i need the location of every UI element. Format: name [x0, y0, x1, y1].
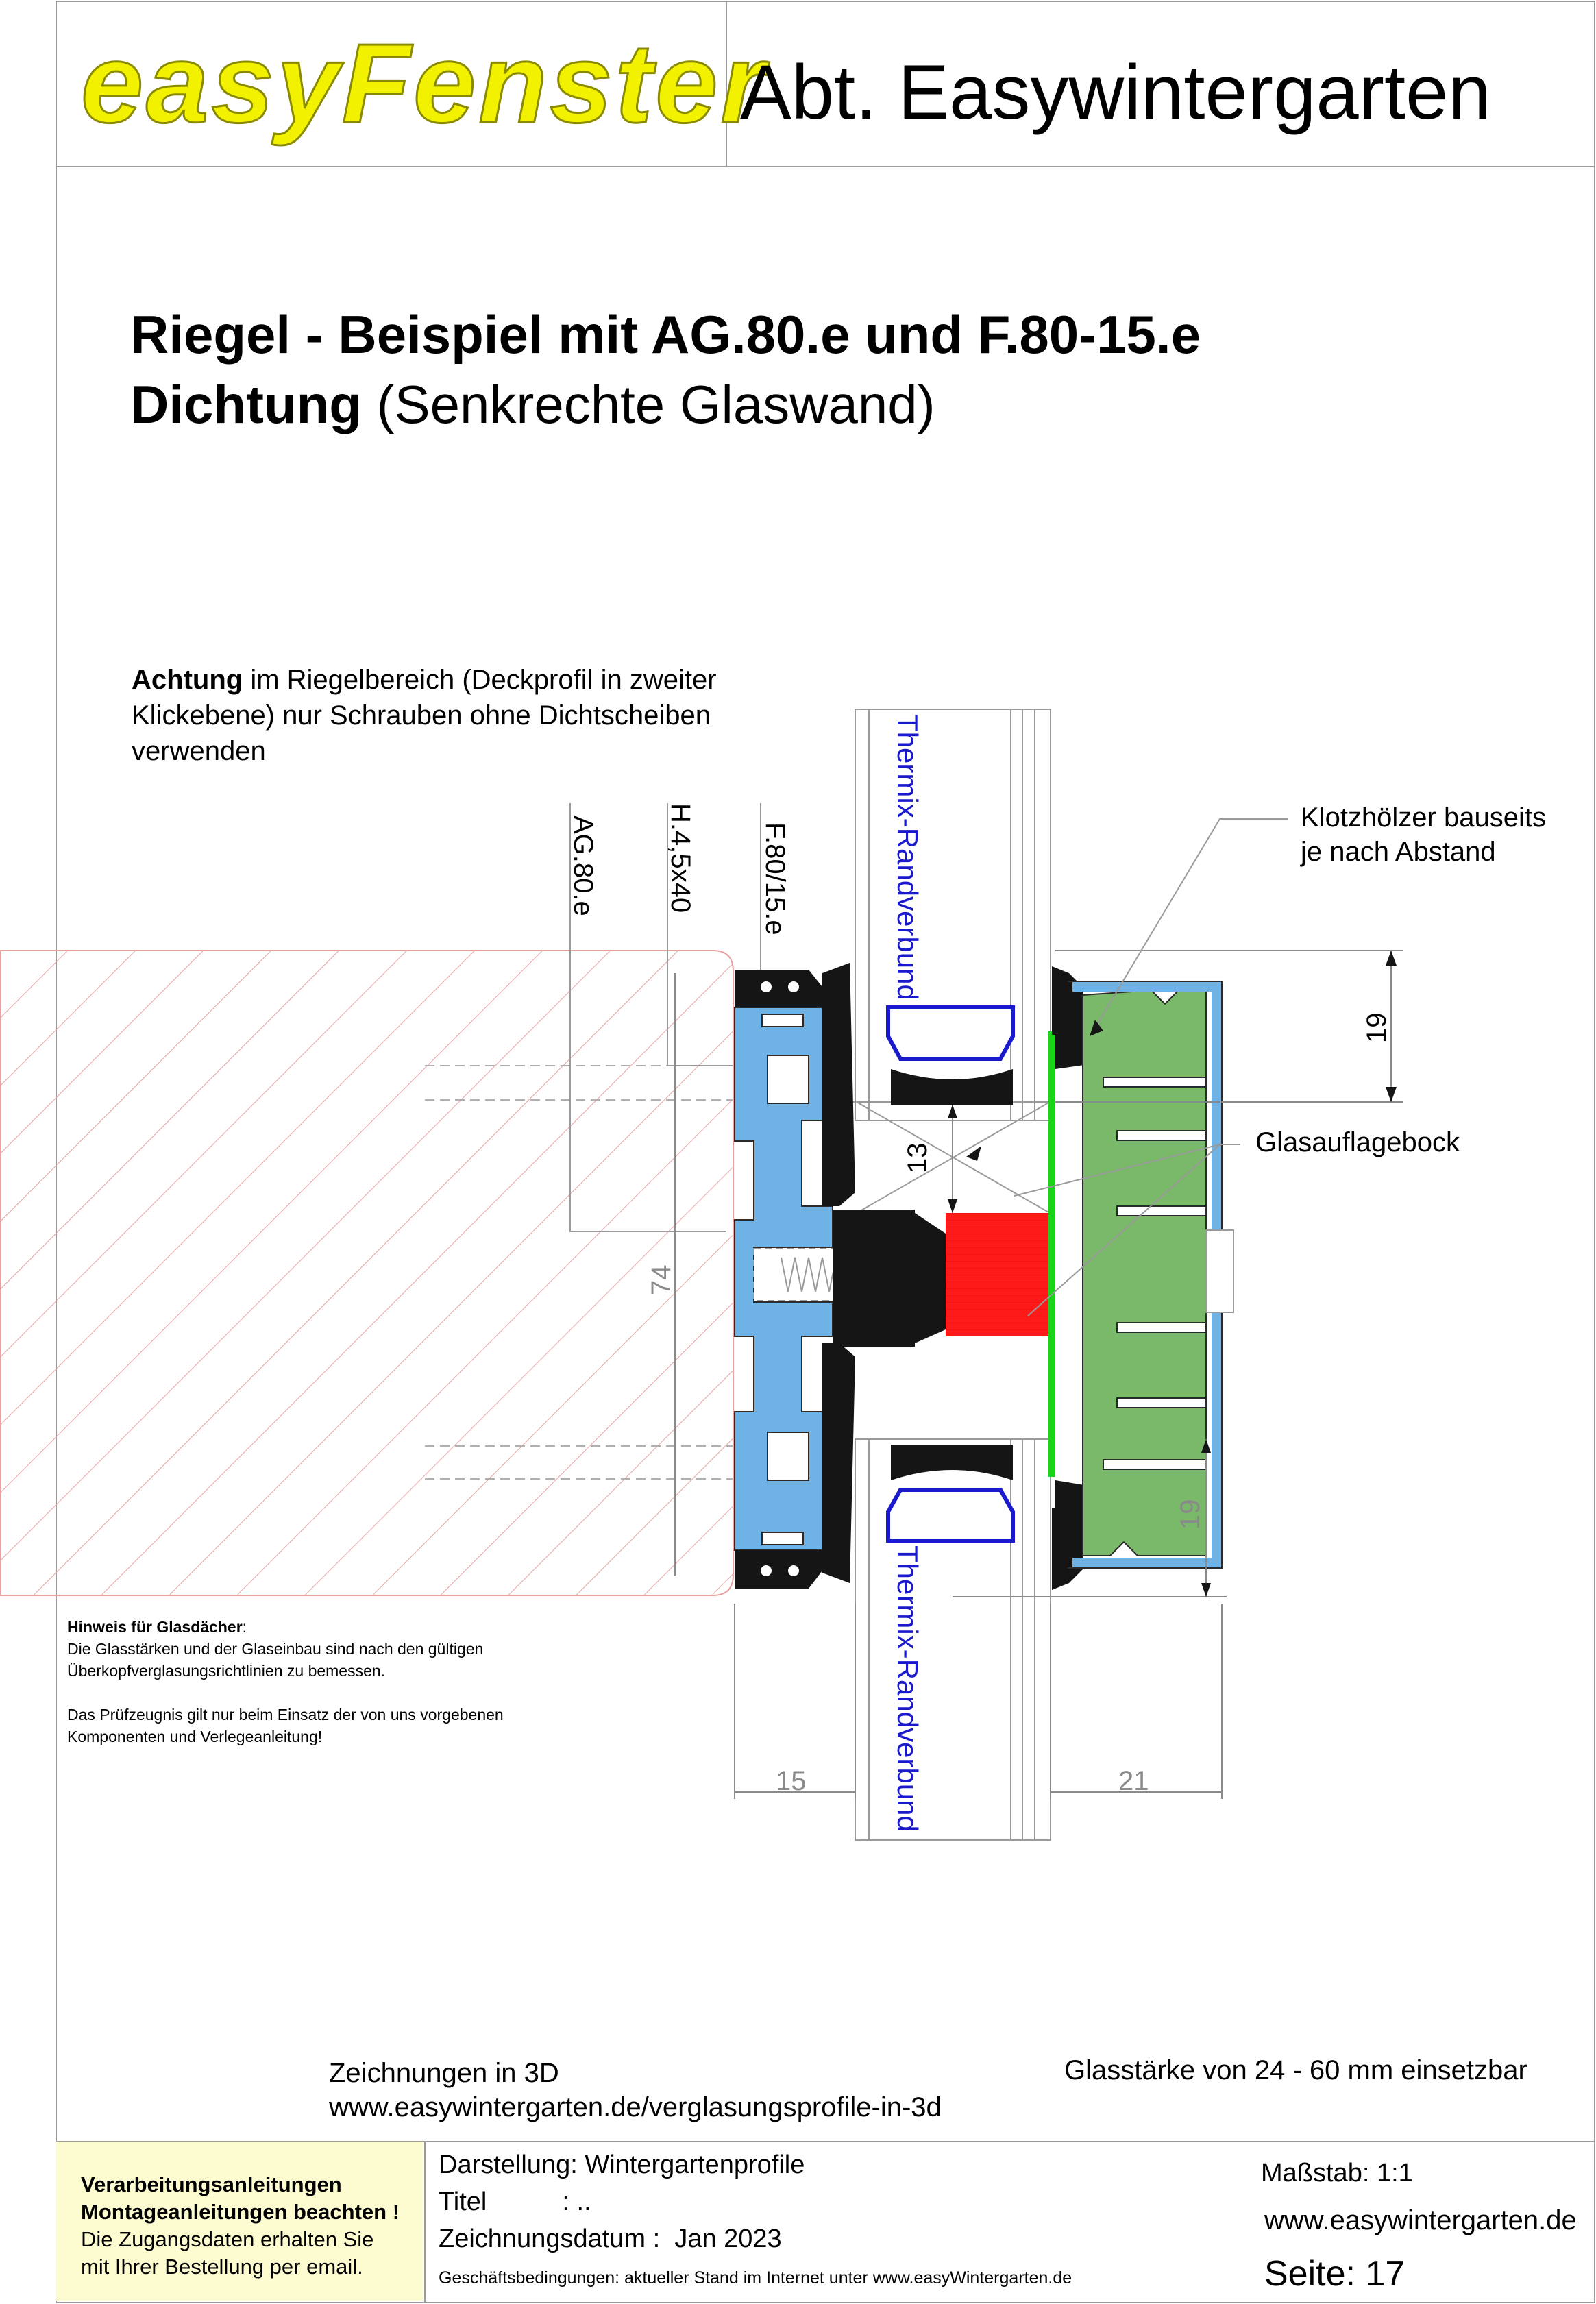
cover-seal-f80: [1083, 990, 1206, 1556]
tb-terms: Geschäftsbedingungen: aktueller Stand im Internet unter www.easyWintergarten.de: [439, 2268, 1072, 2288]
glass-pane: [1048, 1031, 1055, 1477]
department-title: Abt. Easywintergarten: [740, 49, 1491, 135]
hint-title: Hinweis für Glasdächer: [67, 1618, 243, 1636]
page-title-line2: [130, 371, 935, 437]
tb-line3: Die Zugangsdaten erhalten Sie: [81, 2227, 374, 2251]
dim-19-bottom: 19: [1175, 1499, 1205, 1530]
svg-text:easyFenster: easyFenster: [81, 21, 768, 146]
dim-74: 74: [646, 1264, 676, 1295]
drawings-3d-url[interactable]: www.easywintergarten.de/verglasungsprofile-in-3d: [329, 2092, 942, 2122]
tb-page-value: 17: [1365, 2254, 1405, 2294]
dim-15: 15: [776, 1766, 807, 1796]
tb-datum-label: Zeichnungsdatum :: [439, 2225, 661, 2253]
tb-datum-value: Jan 2023: [674, 2225, 782, 2253]
hint-line2: Das Prüfzeugnis gilt nur beim Einsatz der von uns vorgebenen Komponenten und Verlegeanleitung!: [67, 1706, 504, 1745]
glass-thickness-note: Glasstärke von 24 - 60 mm einsetzbar: [1064, 2055, 1527, 2085]
glazing-support-block: [946, 1213, 1052, 1336]
tb-line4: mit Ihrer Bestellung per email.: [81, 2255, 363, 2279]
titleblock-info: [439, 2146, 805, 2257]
glass-roof-hint: Hinweis für Glasdächer: Die Glasstärken und der Glaseinbau sind nach den gültigen Überkopfverglasungsrichtlinien zu bemessen. Das Prüfzeugnis gilt nur beim Einsatz der von uns vorgebenen Komponenten und Verlegeanleitung!: [67, 1616, 588, 1769]
tb-page: [1264, 2253, 1405, 2294]
dim-21: 21: [1118, 1766, 1149, 1796]
easyfenster-logo: [81, 21, 770, 146]
tb-bold2: Montageanleitungen beachten: [81, 2200, 387, 2224]
tb-bang: !: [392, 2200, 400, 2224]
tb-titel-value: : ..: [562, 2187, 591, 2216]
drawings-3d-note: [329, 2056, 942, 2124]
attention-text: im Riegelbereich (Deckprofil in zweiter Klickebene) nur Schrauben ohne Dichtscheiben verwenden: [132, 665, 717, 766]
label-ag80: AG.80.e: [568, 816, 598, 916]
titleblock-instructions: [81, 2171, 400, 2281]
attention-bold: Achtung: [132, 665, 243, 695]
title-rest: (Senkrechte Glaswand): [376, 374, 935, 434]
drawings-3d-title: Zeichnungen in 3D: [329, 2058, 559, 2088]
dim-13: 13: [903, 1142, 933, 1173]
page-title-line1: Riegel - Beispiel mit AG.80.e und F.80-15.e: [130, 304, 1201, 365]
callout-klotz-line1: Klotzhölzer bauseits: [1301, 802, 1546, 833]
label-thermix-bottom: Thermix-Randverbund: [892, 1545, 924, 1832]
title-bold-word: Dichtung: [130, 374, 362, 434]
callout-klotz-line2: je nach Abstand: [1301, 837, 1496, 867]
tb-titel-label: Titel: [439, 2187, 487, 2216]
tb-darstellung: Darstellung: Wintergartenprofile: [439, 2150, 805, 2179]
tb-bold1: Verarbeitungsanleitungen: [81, 2172, 342, 2196]
hint-line1: Die Glasstärken und der Glaseinbau sind nach den gültigen Überkopfverglasungsrichtlinien zu bemessen.: [67, 1640, 484, 1680]
thermix-spacer-bottom: [888, 1445, 1013, 1541]
tb-scale: Maßstab: 1:1: [1261, 2159, 1413, 2187]
label-f80: F.80/15.e: [760, 822, 790, 935]
wood-beam-section: [0, 951, 733, 1595]
label-h45: H.4,5x40: [665, 803, 696, 914]
dim-19-top: 19: [1362, 1012, 1392, 1043]
thermix-spacer-top: [888, 1007, 1013, 1105]
attention-note: [132, 662, 789, 769]
label-thermix-top: Thermix-Randverbund: [892, 714, 924, 1001]
tb-website[interactable]: www.easywintergarten.de: [1264, 2205, 1577, 2235]
clip-outline: [1206, 1230, 1233, 1312]
callout-klotz: [1301, 800, 1546, 869]
tb-page-label: Seite:: [1264, 2254, 1355, 2294]
callout-glasauflagebock: Glasauflagebock: [1255, 1127, 1460, 1157]
